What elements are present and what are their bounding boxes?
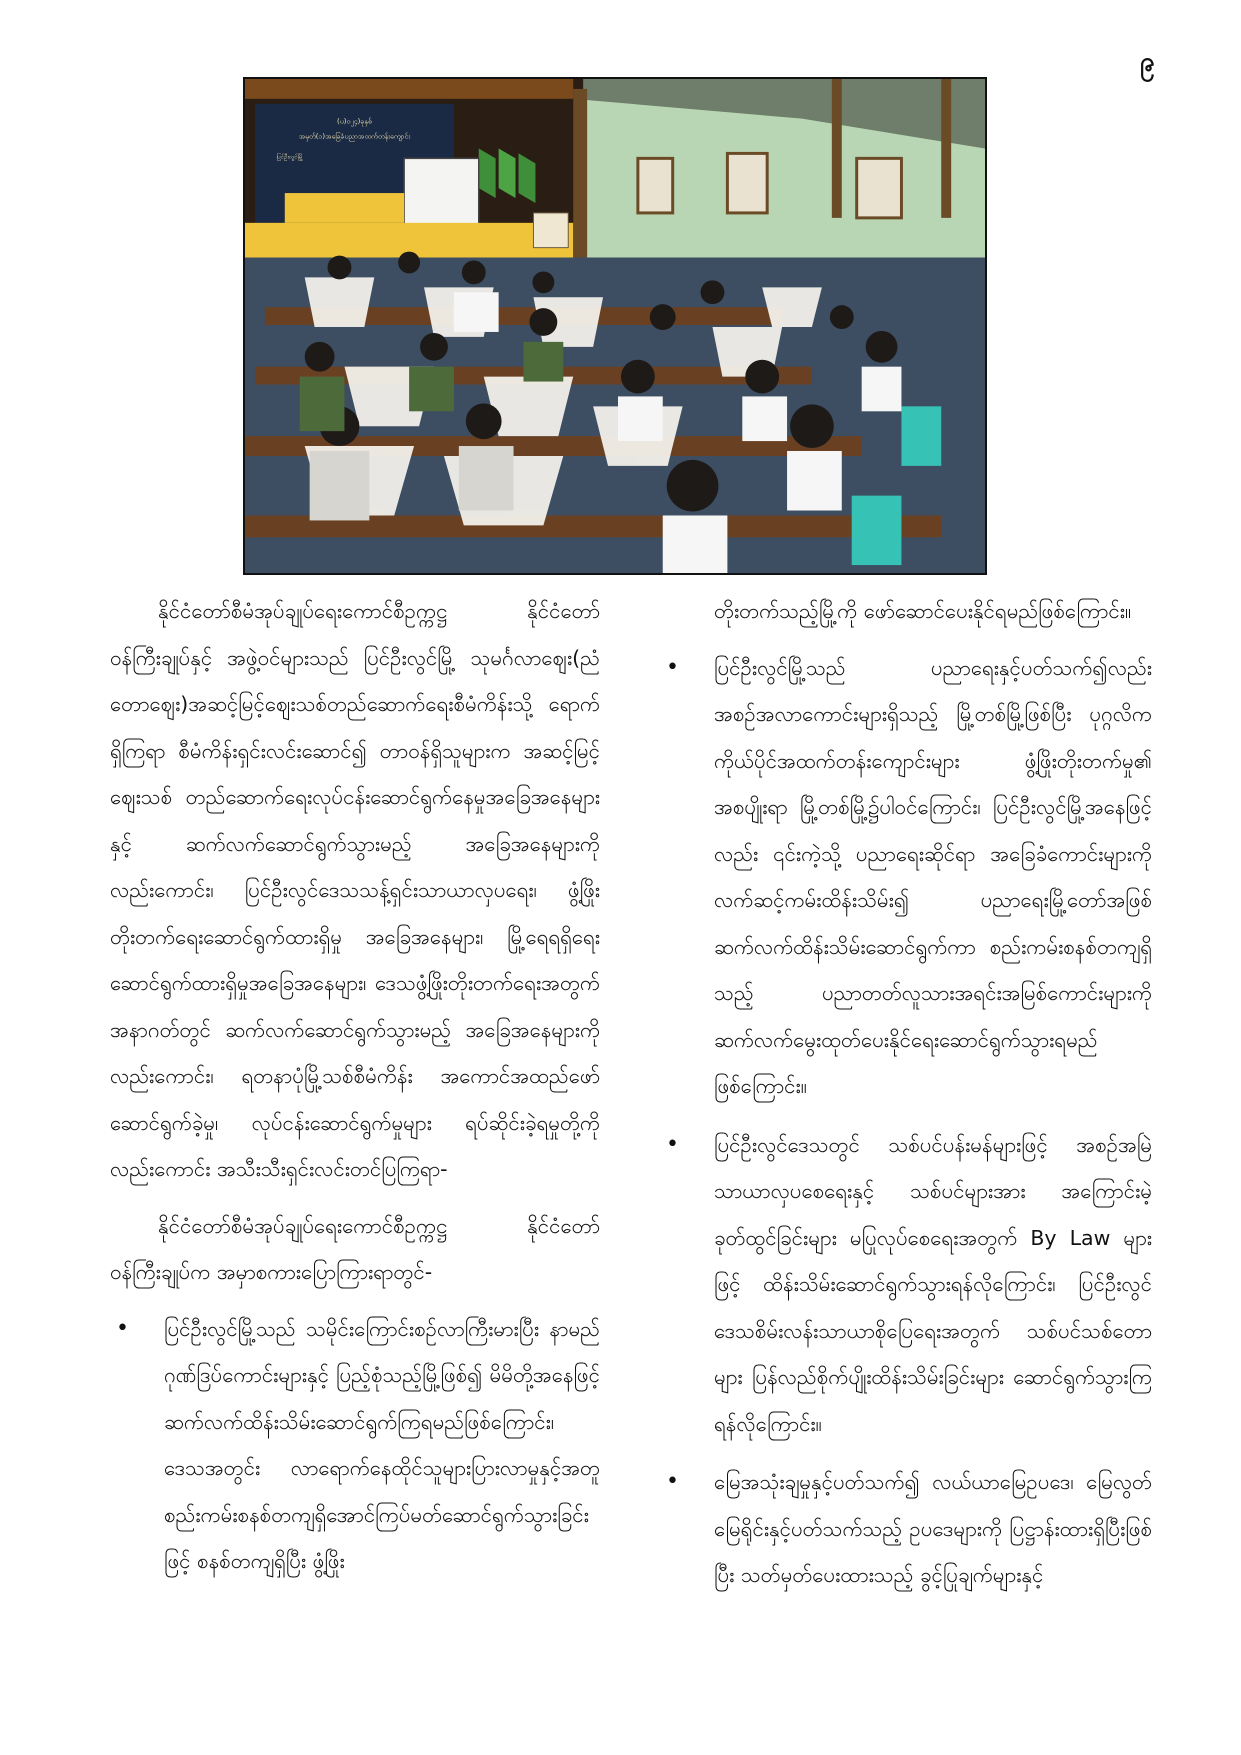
bullet-text: ပြင်ဦးလွင်မြို့သည် သမိုင်းကြောင်းစဉ်လာကြီးမားပြီး နာမည်ဂုဏ်ဒြပ်ကောင်းများနှင့် ပြည့်စုံသည့်မြို့ဖြစ်၍ မိမိတို့အနေဖြင့် ဆက်လက်ထိန်းသိမ်းဆောင်ရွက်ကြရမည်ဖြစ်ကြောင်း၊ ဒေသအတွင်း လာရောက်နေထိုင်သူများပြားလာမှုနှင့်အတူ စည်းကမ်းစနစ်တကျရှိအောင်ကြပ်မတ်ဆောင်ရွက်သွားခြင်းဖြင့် စနစ်တကျရှိပြီး ဖွံ့ဖြိုး	[164, 1316, 600, 1573]
list-item	[660, 645, 1152, 1110]
right-bullet-list	[660, 645, 1152, 1599]
meeting-photo	[243, 77, 987, 575]
bullet-icon: •	[116, 1315, 129, 1341]
bullet-text: ပြင်ဦးလွင်ဒေသတွင် သစ်ပင်ပန်းမန်များဖြင့် အစဉ်အမြဲသာယာလှပစေရေးနှင့် သစ်ပင်များအား အကြောင်းမဲ့ခုတ်ထွင်ခြင်းများ မပြုလုပ်စေရေးအတွက် By Law များဖြင့် ထိန်းသိမ်းဆောင်ရွက်သွားရန်လိုကြောင်း၊ ပြင်ဦးလွင်ဒေသစိမ်းလန်းသာယာစိုပြေရေးအတွက် သစ်ပင်သစ်တောများ ပြန်လည်စိုက်ပျိုးထိန်းသိမ်းခြင်းများ ဆောင်ရွက်သွားကြရန်လိုကြောင်း။	[714, 1132, 1152, 1436]
intro-paragraph: နိုင်ငံတော်စီမံအုပ်ချုပ်ရေးကောင်စီဥက္ကဋ္ဌ နိုင်ငံတော်ဝန်ကြီးချုပ်နှင့် အဖွဲ့ဝင်များသည် ပြင်ဦးလွင်မြို့ သုမင်္ဂလာဈေး(ညံတောဈေး)အဆင့်မြင့်ဈေးသစ်တည်ဆောက်ရေးစီမံကိန်းသို့ ရောက်ရှိကြရာ စီမံကိန်းရှင်းလင်းဆောင်၍ တာဝန်ရှိသူများက အဆင့်မြင့်ဈေးသစ် တည်ဆောက်ရေးလုပ်ငန်းဆောင်ရွက်နေမှုအခြေအနေများနှင့် ဆက်လက်ဆောင်ရွက်သွားမည့် အခြေအနေများကိုလည်းကောင်း၊ ပြင်ဦးလွင်ဒေသသန့်ရှင်းသာယာလှပရေး၊ ဖွံ့ဖြိုးတိုးတက်ရေးဆောင်ရွက်ထားရှိမှု အခြေအနေများ၊ မြို့ရေရရှိရေးဆောင်ရွက်ထားရှိမှုအခြေအနေများ၊ ဒေသဖွံ့ဖြိုးတိုးတက်ရေးအတွက် အနာဂတ်တွင် ဆက်လက်ဆောင်ရွက်သွားမည့် အခြေအနေများကိုလည်းကောင်း၊ ရတနာပုံမြို့သစ်စီမံကိန်း အကောင်အထည်ဖော်ဆောင်ရွက်ခဲ့မှု၊ လုပ်ငန်းဆောင်ရွက်မှုများ ရပ်ဆိုင်းခဲ့ရမှုတို့ကိုလည်းကောင်း အသီးသီးရှင်းလင်းတင်ပြကြရာ-	[110, 599, 600, 1181]
right-column	[660, 588, 1152, 1611]
speech-intro-paragraph: နိုင်ငံတော်စီမံအုပ်ချုပ်ရေးကောင်စီဥက္ကဋ္ဌ နိုင်ငံတော်ဝန်ကြီးချုပ်က အမှာစကားပြောကြားရာတွင်-	[110, 1213, 600, 1284]
left-column	[110, 588, 600, 1597]
meeting-photo-illustration	[245, 79, 985, 573]
bullet-icon: •	[666, 1469, 679, 1494]
page-number: ၉	[1140, 47, 1155, 77]
continuation-text: တိုးတက်သည့်မြို့ကို ဖော်ဆောင်ပေးနိုင်ရမည်ဖြစ်ကြောင်း။	[714, 599, 1132, 623]
list-item	[110, 1306, 600, 1585]
bullet-text: မြေအသုံးချမှုနှင့်ပတ်သက်၍ လယ်ယာမြေဥပဒေ၊ မြေလွတ်မြေရိုင်းနှင့်ပတ်သက်သည့် ဥပဒေများကို ပြဋ္ဌာန်းထားရှိပြီးဖြစ်ပြီး သတ်မှတ်ပေးထားသည့် ခွင့်ပြုချက်များနှင့်	[714, 1470, 1152, 1587]
bullet-text: ပြင်ဦးလွင်မြို့သည် ပညာရေးနှင့်ပတ်သက်၍လည်း အစဉ်အလာကောင်းများရှိသည့် မြို့တစ်မြို့ဖြစ်ပြီး ပုဂ္ဂလိကကိုယ်ပိုင်အထက်တန်းကျောင်းများ ဖွံ့ဖြိုးတိုးတက်မှု၏ အစပျိုးရာ မြို့တစ်မြို့၌ပါဝင်ကြောင်း၊ ပြင်ဦးလွင်မြို့အနေဖြင့်လည်း ၎င်းကဲ့သို့ ပညာရေးဆိုင်ရာ အခြေခံကောင်းများကို လက်ဆင့်ကမ်းထိန်းသိမ်း၍ ပညာရေးမြို့တော်အဖြစ် ဆက်လက်ထိန်းသိမ်းဆောင်ရွက်ကာ စည်းကမ်းစနစ်တကျရှိသည့် ပညာတတ်လူသားအရင်းအမြစ်ကောင်းများကို ဆက်လက်မွေးထုတ်ပေးနိုင်ရေးဆောင်ရွက်သွားရမည်ဖြစ်ကြောင်း။	[714, 655, 1152, 1098]
bullet-icon: •	[666, 1131, 679, 1157]
banner-line-2: အမှတ်(၁)အခြေခံပညာအထက်တန်းကျောင်း	[298, 132, 411, 141]
bullet-icon: •	[666, 654, 679, 680]
banner-line-3: ပြင်ဦးလွင်မြို့	[276, 153, 304, 161]
left-bullet-list	[110, 1306, 600, 1585]
banner-line-1: (ပ)ဝ၂၄)ခုနှစ်	[337, 117, 372, 126]
list-item	[660, 1122, 1152, 1448]
list-item	[660, 1459, 1152, 1599]
